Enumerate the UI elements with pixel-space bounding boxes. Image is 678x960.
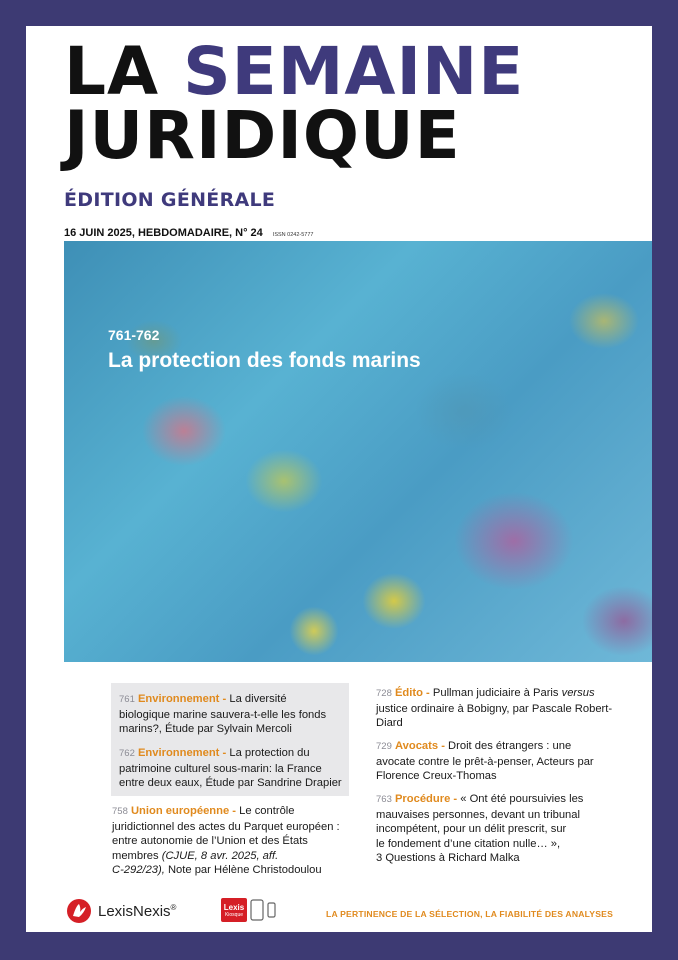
masthead-la: LA xyxy=(64,33,160,110)
masthead-line-1 xyxy=(64,33,525,110)
masthead-semaine: SEMAINE xyxy=(183,33,525,110)
toc-number: 762 xyxy=(119,748,135,759)
tagline: LA PERTINENCE DE LA SÉLECTION, LA FIABILITÉ DES ANALYSES xyxy=(326,909,614,919)
lexis-kiosque-badge[interactable] xyxy=(221,898,276,922)
toc-rubric: Environnement xyxy=(137,693,220,705)
edition-label: ÉDITION GÉNÉRALE xyxy=(64,189,276,211)
toc-rubric: Environnement xyxy=(137,747,220,759)
tablet-icon xyxy=(250,899,264,921)
phone-icon xyxy=(267,902,276,918)
toc-item-761[interactable]: 761 Environnement - La diversité biologique marine sauvera-t-elle les fonds marins?, Étude par Sylvain Mercoli xyxy=(119,693,327,735)
issn: ISSN 0242-5777 xyxy=(272,232,314,238)
lexisnexis-logo-icon xyxy=(66,898,92,924)
toc-item-763[interactable]: 763 Procédure - « Ont été poursuivies les mauvaises personnes, devant un tribunal incompétent, pour un délit prescrit, sur le fondement d’une citation nulle… », 3 Questions à Richard Malka xyxy=(376,793,584,864)
publisher-name: LexisNexis® xyxy=(98,902,177,920)
masthead xyxy=(64,33,525,174)
kiosque-logo: Lexis Kiosque xyxy=(221,898,247,922)
issue-info xyxy=(64,227,313,239)
toc-item-729[interactable]: 729 Avocats - Droit des étrangers : une avocate contre le prêt-à-penser, Acteurs par Florence Creux-Thomas xyxy=(376,740,594,782)
toc-number: 729 xyxy=(376,741,392,752)
cover-story-title: La protection des fonds marins xyxy=(108,349,421,372)
masthead-juridique: JURIDIQUE xyxy=(64,97,461,174)
toc-item-758[interactable]: 758 Union européenne - Le contrôle juridictionnel des actes du Parquet européen : entre autonomie de l’Union et des États membres (CJUE, 8 avr. 2025, aff. C-292/23), Note par Hélène Christodoulou xyxy=(112,805,340,876)
toc-item-728[interactable]: 728 Édito - Pullman judiciaire à Paris versus justice ordinaire à Bobigny, par Pascale Robert- Diard xyxy=(376,687,613,729)
toc-item-762[interactable]: 762 Environnement - La protection du patrimoine culturel sous-marin: la France entre deux eaux, Étude par Sandrine Drapier xyxy=(119,747,342,789)
toc-number: 763 xyxy=(376,794,392,805)
publisher-logo[interactable] xyxy=(66,898,176,924)
issue-date: 16 JUIN 2025, HEBDOMADAIRE, N° 24 xyxy=(64,227,263,239)
toc-number: 758 xyxy=(112,806,128,817)
toc-rubric: Édito xyxy=(394,687,423,699)
toc-rubric: Avocats xyxy=(394,740,439,752)
toc-rubric: Procédure xyxy=(394,793,451,805)
cover-page xyxy=(26,26,652,932)
cover-photo xyxy=(64,241,652,662)
toc-number: 761 xyxy=(119,694,135,705)
toc-number: 728 xyxy=(376,688,392,699)
toc-rubric: Union européenne xyxy=(130,805,230,817)
cover-story-numbers: 761-762 xyxy=(108,327,160,343)
